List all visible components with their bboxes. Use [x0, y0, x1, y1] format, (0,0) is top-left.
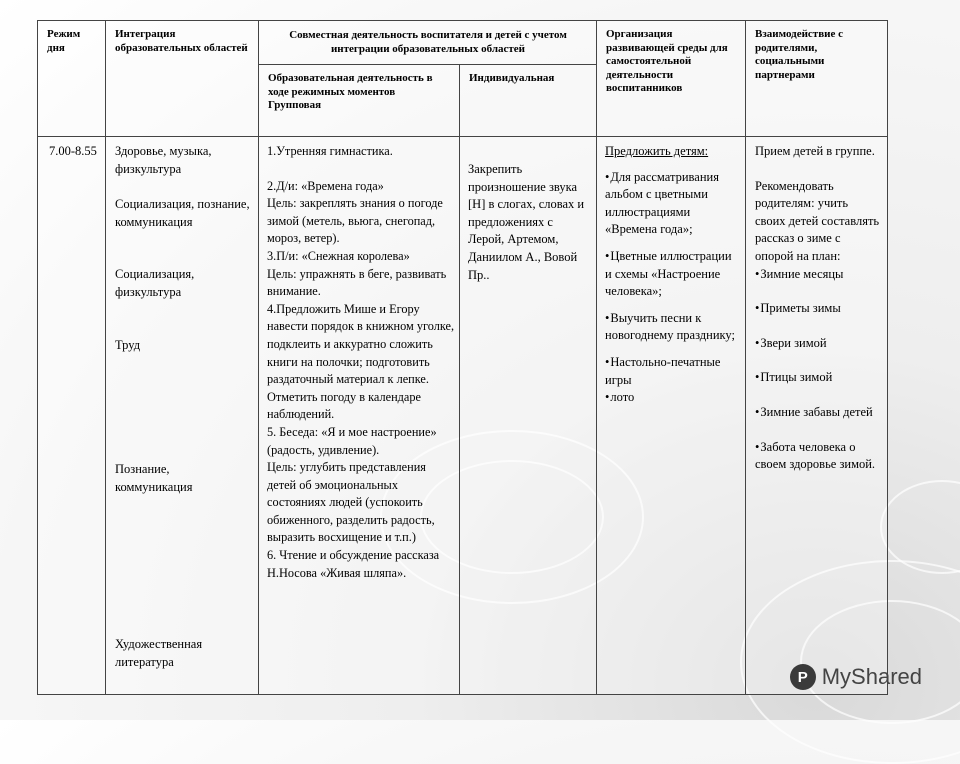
spacer — [755, 283, 881, 300]
spacer — [755, 318, 881, 335]
header-environment: Организация развивающей среды для самостоятельной деятельности воспитанников — [596, 20, 746, 137]
group-activity-line: 1.Утренняя гимнастика. — [267, 144, 393, 158]
spacer — [605, 161, 739, 169]
spacer — [755, 352, 881, 369]
integration-item: Художественная литература — [115, 637, 203, 669]
group-activity-line: 3.П/и: «Снежная королева» — [267, 248, 410, 263]
parents-item: • Забота человека о своем здоровье зимой. — [755, 439, 881, 474]
integration-item: Социализация, физкультура — [115, 267, 195, 299]
group-activity-line: Цель: упражнять в беге, развивать внимание. — [267, 266, 447, 299]
individual-cell: Закрепить произношение звука [Н] в слогах, словах и предложениях с Лерой, Артемом, Даниилом А., Вовой Пр.. — [459, 136, 597, 695]
group-activity-line: Цель: углубить представления детей об эмоциональных состояниях людей (успокоить обиженного, разделить радость, выразить восхищение и т.п.) — [267, 460, 435, 545]
spacer — [755, 387, 881, 404]
spacer — [755, 161, 881, 178]
environment-item: • Настольно-печатные игры — [605, 354, 739, 389]
environment-item: • лото — [605, 389, 739, 407]
spacer — [605, 239, 739, 248]
spacer — [755, 422, 881, 439]
parents-item: • Зимние месяцы — [755, 266, 881, 284]
environment-cell — [596, 136, 746, 695]
group-activity-line: 2.Д/и: «Времена года» — [267, 178, 384, 193]
parents-item: • Птицы зимой — [755, 369, 881, 387]
group-activity-line: 5. Беседа: «Я и мое настроение» (радость, удивление). — [267, 424, 437, 457]
integration-item: Здоровье, музыка, физкультура — [115, 144, 212, 176]
header-integration: Интеграция образовательных областей — [105, 20, 259, 137]
spacer — [605, 301, 739, 310]
header-joint-activity: Совместная деятельность воспитателя и детей с учетом интеграции образовательных областей — [258, 20, 597, 65]
integration-item: Познание, коммуникация — [115, 462, 193, 494]
parents-cell — [745, 136, 888, 695]
time-cell: 7.00-8.55 — [37, 136, 106, 695]
parents-intro: Прием детей в группе. — [755, 144, 875, 158]
integration-item: Труд — [115, 338, 141, 352]
schedule-table — [37, 20, 888, 695]
integration-item: Социализация, познание, коммуникация — [115, 197, 250, 229]
group-activity-line: 6. Чтение и обсуждение рассказа Н.Носова «Живая шляпа». — [267, 548, 440, 580]
parents-item: • Приметы зимы — [755, 300, 881, 318]
spacer — [267, 161, 455, 178]
environment-item: • Для рассматривания альбом с цветными иллюстрациями «Времена года»; — [605, 169, 739, 239]
header-group-activity: Образовательная деятельность в ходе режимных моментов Групповая — [258, 64, 460, 137]
group-activity-line: Цель: закреплять знания о погоде зимой (метель, вьюга, снегопад, мороз, ветер). — [267, 196, 443, 246]
environment-title: Предложить детям: — [605, 144, 709, 158]
spacer — [605, 345, 739, 354]
watermark-text: MyShared — [821, 664, 922, 689]
myshared-logo-icon: P — [790, 664, 816, 690]
parents-item: • Зимние забавы детей — [755, 404, 881, 422]
group-activity-line: 4.Предложить Мише и Егору навести порядок в книжном уголке, подклеить и аккуратно сложить книги на полочки; подготовить раздаточный материал к лепке. Отметить погоду в календаре наблюдений. — [267, 301, 455, 422]
header-parents: Взаимодействие с родителями, социальными партнерами — [745, 20, 888, 137]
header-individual: Индивидуальная — [459, 64, 597, 137]
parents-item: • Звери зимой — [755, 335, 881, 353]
group-activity-cell — [258, 136, 460, 695]
environment-item: • Цветные иллюстрации и схемы «Настроение человека»; — [605, 248, 739, 301]
myshared-watermark — [790, 664, 922, 690]
parents-recommend: Рекомендовать родителям: учить своих детей составлять рассказ о зиме с опорой на план: — [755, 178, 880, 263]
header-regime: Режим дня — [37, 20, 106, 137]
integration-cell — [105, 136, 259, 695]
environment-item: • Выучить песни к новогоднему празднику; — [605, 310, 739, 345]
